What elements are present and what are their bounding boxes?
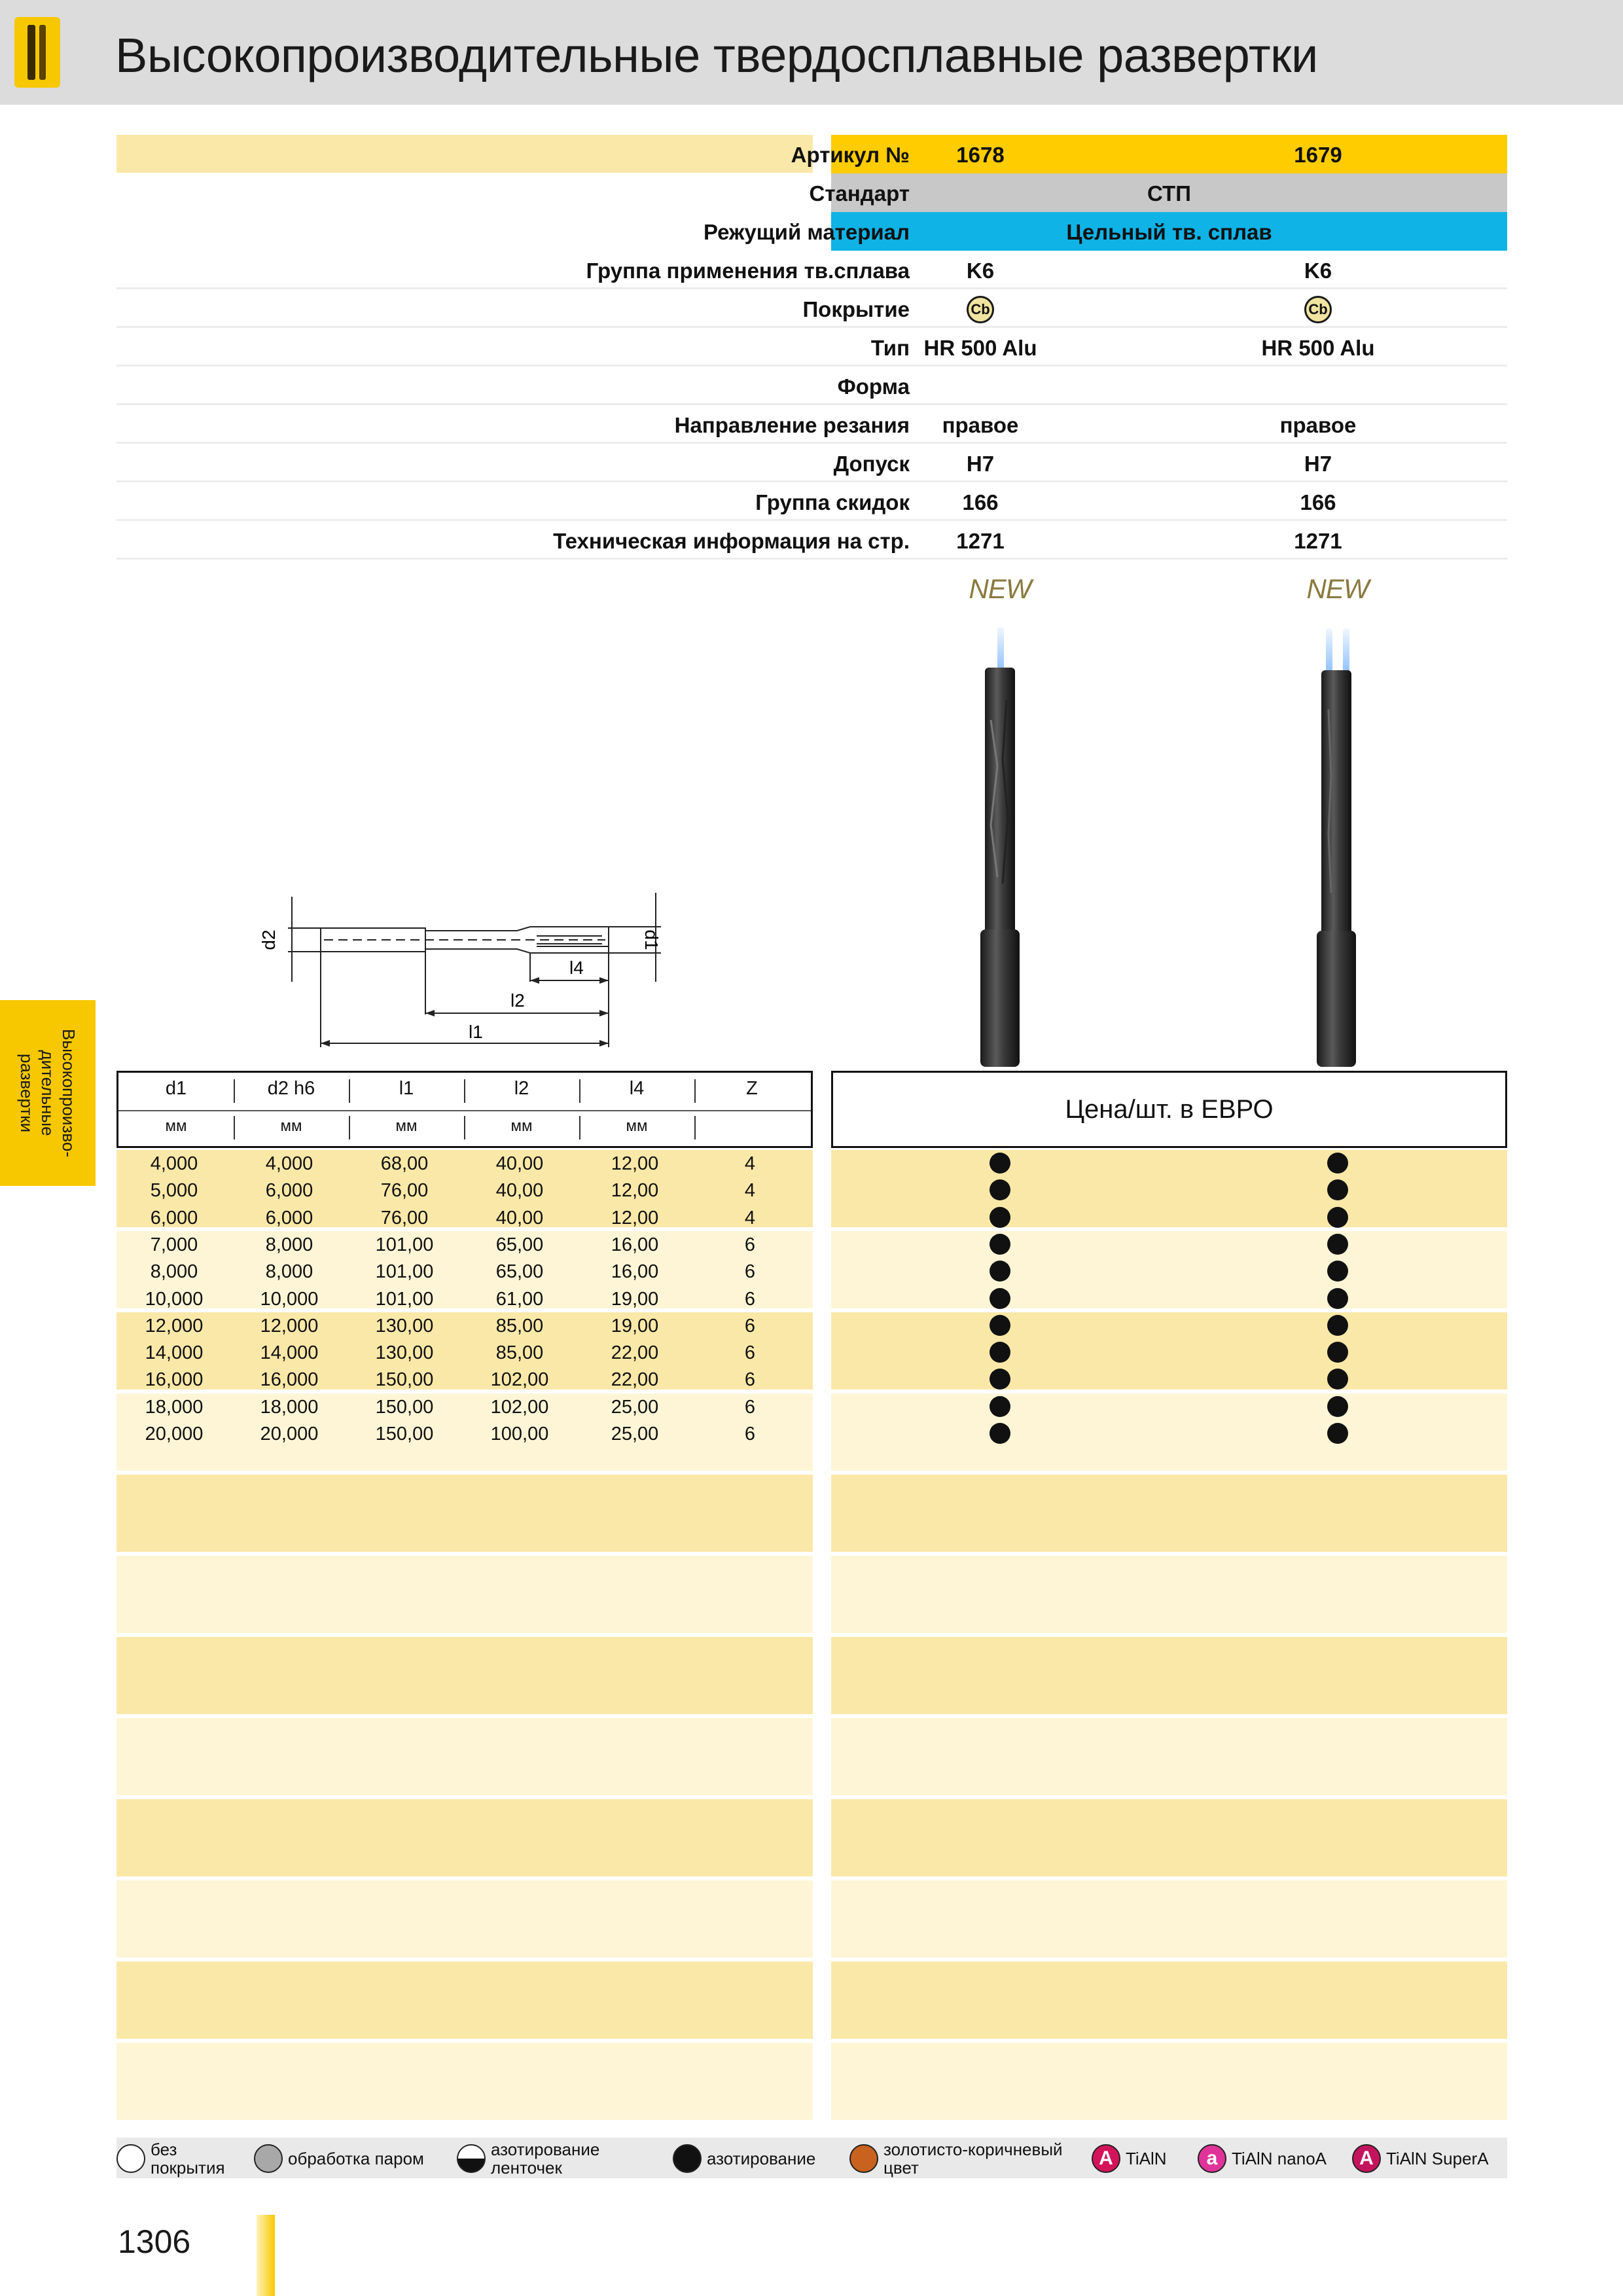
table-cell: 16,000 xyxy=(145,1369,204,1391)
availability-dot[interactable] xyxy=(1327,1342,1348,1363)
spec-row-techinfo xyxy=(116,521,1507,560)
reamer-dimension-drawing xyxy=(255,884,687,1054)
table-cell: 6 xyxy=(744,1342,756,1364)
techinfo-link-1678[interactable]: 1271 xyxy=(956,529,1005,553)
table-band xyxy=(116,1880,813,1958)
table-cell: 40,00 xyxy=(495,1153,544,1174)
table-row[interactable] xyxy=(116,1285,813,1312)
coating-cb-icon: Cb xyxy=(967,296,994,323)
availability-dot[interactable] xyxy=(990,1261,1010,1282)
table-cell: 65,00 xyxy=(495,1234,544,1255)
table-cell: 102,00 xyxy=(490,1369,549,1391)
spec-row-coating xyxy=(116,289,1507,328)
form-label: Форма xyxy=(837,374,910,399)
availability-dot[interactable] xyxy=(990,1342,1010,1363)
table-cell: 40,00 xyxy=(495,1180,544,1202)
dimension-table-header xyxy=(116,1071,813,1148)
page-edge-bar xyxy=(257,2215,275,2296)
table-cell: 130,00 xyxy=(375,1342,434,1364)
type-1679: HR 500 Alu xyxy=(1261,336,1375,360)
unit-l1: мм xyxy=(395,1117,418,1135)
availability-dot[interactable] xyxy=(1327,1423,1348,1444)
spec-row-discount xyxy=(116,482,1507,521)
tolerance-1678: H7 xyxy=(966,452,995,476)
coating-label: Покрытие xyxy=(802,297,910,321)
table-cell: 101,00 xyxy=(375,1288,434,1310)
table-row[interactable] xyxy=(116,1204,813,1230)
table-cell: 4 xyxy=(744,1153,756,1174)
spec-row-form xyxy=(116,367,1507,405)
table-cell: 12,000 xyxy=(145,1315,204,1336)
techinfo-label: Техническая информация на стр. xyxy=(553,529,910,553)
table-cell: 12,00 xyxy=(611,1153,659,1174)
table-cell: 16,000 xyxy=(260,1369,319,1391)
gold-brown-icon xyxy=(849,2144,878,2173)
table-cell: 150,00 xyxy=(375,1369,434,1391)
standard-value: СТП xyxy=(1147,181,1191,206)
standard-label: Стандарт xyxy=(809,181,910,206)
table-band xyxy=(831,1556,1507,1633)
table-cell: 25,00 xyxy=(611,1424,659,1444)
table-cell: 4,000 xyxy=(265,1153,313,1174)
side-tab-label: Высокопроизво- дительные развертки xyxy=(17,1029,79,1157)
land-nitriding-icon xyxy=(457,2144,486,2173)
reamer-1679-image xyxy=(1305,664,1370,1067)
spec-row-group xyxy=(116,251,1507,289)
table-cell: 10,000 xyxy=(145,1288,204,1310)
table-band xyxy=(831,1799,1507,1876)
col-l4: l4 xyxy=(629,1078,645,1099)
tolerance-1679: H7 xyxy=(1304,452,1332,476)
availability-dot[interactable] xyxy=(990,1207,1010,1228)
table-cell: 100,00 xyxy=(490,1424,549,1444)
spec-row-article xyxy=(116,135,1507,173)
table-band xyxy=(831,1475,1507,1552)
table-band xyxy=(116,1475,813,1552)
availability-dot[interactable] xyxy=(1327,1153,1348,1174)
direction-label: Направление резания xyxy=(674,413,910,437)
table-cell: 6 xyxy=(744,1369,756,1391)
availability-dot[interactable] xyxy=(990,1315,1010,1336)
spec-row-direction xyxy=(116,405,1507,444)
availability-dot[interactable] xyxy=(1327,1234,1348,1255)
spec-row-standard xyxy=(116,173,1507,212)
availability-dot[interactable] xyxy=(990,1423,1010,1444)
table-band xyxy=(831,1393,1507,1471)
table-band xyxy=(831,1962,1507,2039)
table-band xyxy=(116,1962,813,2039)
table-row[interactable] xyxy=(116,1176,813,1203)
table-row[interactable] xyxy=(116,1393,813,1420)
table-band xyxy=(116,1637,813,1714)
table-cell: 6,000 xyxy=(265,1180,313,1202)
availability-dot[interactable] xyxy=(990,1153,1010,1174)
coating-cb-icon: Cb xyxy=(1304,296,1332,323)
table-cell: 101,00 xyxy=(375,1234,434,1255)
availability-dot[interactable] xyxy=(1327,1207,1348,1228)
table-cell: 25,00 xyxy=(611,1396,659,1418)
table-band xyxy=(831,1880,1507,1958)
reamer-category-icon xyxy=(14,17,60,88)
table-cell: 12,00 xyxy=(611,1180,659,1202)
table-band xyxy=(116,1556,813,1633)
tolerance-label: Допуск xyxy=(833,452,910,476)
table-band xyxy=(831,1150,1507,1227)
table-cell: 12,00 xyxy=(611,1207,659,1229)
table-cell: 22,00 xyxy=(611,1369,659,1391)
table-band xyxy=(831,1637,1507,1714)
table-cell: 14,000 xyxy=(145,1342,204,1364)
group-1679: K6 xyxy=(1304,259,1332,283)
table-cell: 6 xyxy=(744,1288,756,1310)
page-number: 1306 xyxy=(118,2223,191,2260)
table-row[interactable] xyxy=(116,1365,813,1392)
table-cell: 6 xyxy=(744,1234,756,1255)
table-band xyxy=(831,2043,1507,2120)
table-cell: 76,00 xyxy=(380,1207,429,1229)
table-cell: 5,000 xyxy=(150,1180,198,1202)
material-label: Режущий материал xyxy=(703,220,910,244)
table-cell: 8,000 xyxy=(265,1261,313,1283)
table-cell: 101,00 xyxy=(375,1261,434,1283)
table-cell: 4 xyxy=(744,1180,756,1202)
techinfo-link-1679[interactable]: 1271 xyxy=(1294,529,1342,553)
table-cell: 6 xyxy=(744,1424,756,1444)
table-cell: 14,000 xyxy=(260,1342,319,1364)
article-1678: 1678 xyxy=(956,143,1005,167)
table-band xyxy=(116,2043,813,2120)
table-band xyxy=(831,1231,1507,1308)
page-title: Высокопроизводительные твердосплавные развертки xyxy=(115,28,1318,82)
availability-dot[interactable] xyxy=(1327,1261,1348,1282)
col-l1: l1 xyxy=(399,1078,414,1099)
col-l2: l2 xyxy=(514,1078,529,1099)
tialn-super-icon: A xyxy=(1352,2144,1381,2173)
page-header xyxy=(0,0,1623,105)
spec-row-type xyxy=(116,328,1507,367)
direction-1678: правое xyxy=(942,413,1019,437)
table-cell: 76,00 xyxy=(380,1180,429,1202)
table-cell: 61,00 xyxy=(495,1288,544,1310)
tialn-nano-icon: a xyxy=(1198,2144,1226,2173)
table-cell: 4 xyxy=(744,1207,756,1229)
article-label: Артикул № xyxy=(791,143,910,167)
table-cell: 8,000 xyxy=(150,1261,198,1283)
table-cell: 16,00 xyxy=(611,1234,659,1255)
table-cell: 65,00 xyxy=(495,1261,544,1283)
type-1678: HR 500 Alu xyxy=(923,336,1037,360)
table-cell: 85,00 xyxy=(495,1315,544,1336)
uncoated-icon xyxy=(116,2144,145,2173)
table-band xyxy=(116,1718,813,1795)
table-cell: 6 xyxy=(744,1396,756,1418)
table-cell: 68,00 xyxy=(380,1153,429,1174)
drawing-d1-label: d1 xyxy=(641,929,662,950)
drawing-l2-label: l2 xyxy=(510,990,525,1011)
drawing-d2-label: d2 xyxy=(259,929,279,950)
table-cell: 150,00 xyxy=(375,1424,434,1444)
table-cell: 85,00 xyxy=(495,1342,544,1364)
discount-1678: 166 xyxy=(962,490,999,514)
spec-row-tolerance xyxy=(116,444,1507,482)
table-cell: 19,00 xyxy=(611,1315,659,1336)
material-value: Цельный тв. сплав xyxy=(1066,220,1272,244)
spec-row-material xyxy=(116,212,1507,251)
table-cell: 18,000 xyxy=(145,1396,204,1418)
table-cell: 40,00 xyxy=(495,1207,544,1229)
availability-dot[interactable] xyxy=(1327,1288,1348,1309)
availability-dot[interactable] xyxy=(1327,1315,1348,1336)
reamer-1678-image xyxy=(969,661,1034,1067)
table-cell: 12,000 xyxy=(260,1315,319,1336)
table-cell: 6 xyxy=(744,1315,756,1336)
table-cell: 10,000 xyxy=(260,1288,319,1310)
table-row[interactable] xyxy=(116,1230,813,1257)
coating-legend: без покрытия обработка паром азотирование ленточек азотирование золотисто-коричневый цвет A TiAlN a TiAlN nanoA A TiAlN SuperA xyxy=(116,2138,1507,2178)
steam-treated-icon xyxy=(254,2144,283,2173)
table-cell: 18,000 xyxy=(260,1396,319,1418)
table-cell: 102,00 xyxy=(490,1396,549,1418)
table-row[interactable] xyxy=(116,1420,813,1446)
table-band xyxy=(831,1312,1507,1390)
table-band xyxy=(116,1799,813,1876)
new-badge: NEW xyxy=(954,573,1046,605)
type-label: Тип xyxy=(870,336,910,360)
table-cell: 20,000 xyxy=(260,1424,319,1444)
group-label: Группа применения тв.сплава xyxy=(586,259,910,283)
table-cell: 130,00 xyxy=(375,1315,434,1336)
discount-label: Группа скидок xyxy=(755,490,910,514)
table-cell: 6 xyxy=(744,1261,756,1283)
unit-d2: мм xyxy=(280,1117,302,1135)
col-d2: d2 h6 xyxy=(267,1078,315,1099)
table-cell: 16,00 xyxy=(611,1261,659,1283)
unit-d1: мм xyxy=(165,1117,187,1135)
col-z: Z xyxy=(746,1078,758,1099)
table-cell: 20,000 xyxy=(145,1424,204,1444)
table-band xyxy=(831,1718,1507,1795)
table-cell: 6,000 xyxy=(265,1207,313,1229)
unit-l4: мм xyxy=(626,1117,648,1135)
table-cell: 4,000 xyxy=(150,1153,198,1174)
section-side-tab[interactable] xyxy=(0,1000,96,1186)
table-row[interactable] xyxy=(116,1257,813,1284)
table-cell: 8,000 xyxy=(265,1234,313,1255)
availability-dot[interactable] xyxy=(1327,1396,1348,1417)
col-d1: d1 xyxy=(165,1078,187,1099)
table-cell: 19,00 xyxy=(611,1288,659,1310)
tialn-icon: A xyxy=(1092,2144,1120,2173)
table-row[interactable] xyxy=(116,1338,813,1365)
unit-l2: мм xyxy=(510,1117,533,1135)
availability-dot[interactable] xyxy=(990,1288,1010,1309)
direction-1679: правое xyxy=(1279,413,1357,437)
table-cell: 22,00 xyxy=(611,1342,659,1364)
table-row[interactable] xyxy=(116,1312,813,1338)
table-cell: 150,00 xyxy=(375,1396,434,1418)
drawing-l1-label: l1 xyxy=(469,1022,483,1042)
availability-dot[interactable] xyxy=(990,1396,1010,1417)
availability-dot[interactable] xyxy=(990,1234,1010,1255)
table-cell: 6,000 xyxy=(150,1207,198,1229)
group-1678: K6 xyxy=(966,259,995,283)
discount-1679: 166 xyxy=(1300,490,1336,514)
new-badge: NEW xyxy=(1292,573,1383,605)
table-cell: 7,000 xyxy=(150,1234,198,1255)
nitriding-icon xyxy=(673,2144,702,2173)
price-column-header: Цена/шт. в ЕВРО xyxy=(831,1071,1507,1148)
drawing-l4-label: l4 xyxy=(569,958,584,978)
article-1679: 1679 xyxy=(1294,143,1342,167)
table-row[interactable] xyxy=(116,1149,813,1176)
